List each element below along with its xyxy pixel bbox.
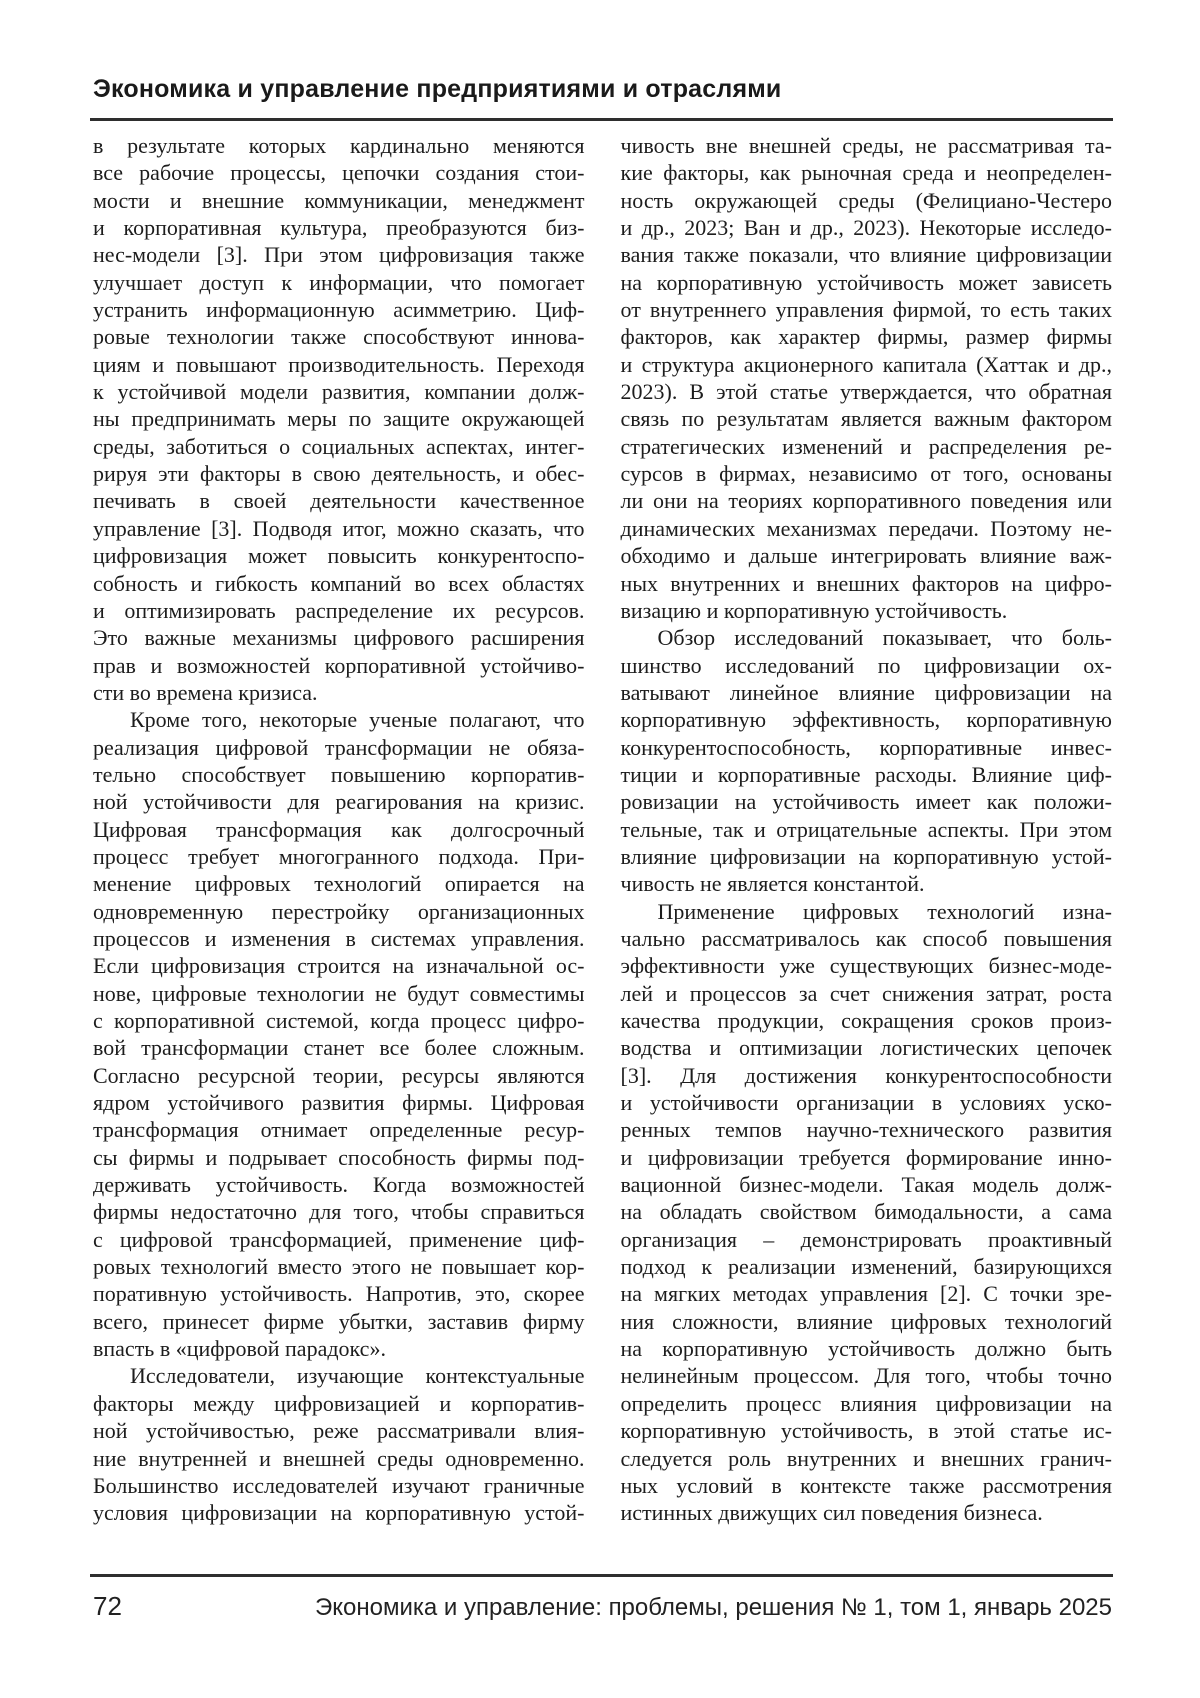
text-line: [3]. Для достижения конкурентоспособности <box>620 1062 1112 1088</box>
text-line: и устойчивости организации в условиях уско- <box>620 1090 1112 1116</box>
text-line: истинных движущих сил поведения бизнеса. <box>620 1500 1043 1526</box>
text-line: ной устойчивости для реагирования на кризис. <box>93 789 585 815</box>
text-line: и структура акционерного капитала (Хаттак и др., <box>620 351 1112 377</box>
text-line: ны предпринимать меры по защите окружающей <box>93 406 585 432</box>
text-line: прав и возможностей корпоративной устойчиво- <box>93 652 585 678</box>
journal-title: Экономика и управление: проблемы, решения № 1, том 1, январь 2025 <box>314 1594 1112 1621</box>
text-line: чивость вне внешней среды, не рассматривая та- <box>620 133 1112 158</box>
text-line: на корпоративную устойчивость должно быть <box>620 1336 1112 1362</box>
text-line: ровизации на устойчивость имеет как положи- <box>620 789 1112 815</box>
section-title: Экономика и управление предприятиями и отраслями <box>93 75 782 103</box>
text-line: факторы между цифровизацией и корпоратив- <box>93 1390 585 1416</box>
text-line: нес-модели [3]. При этом цифровизация также <box>93 242 585 268</box>
text-line: тельные, так и отрицательные аспекты. При этом <box>620 816 1112 842</box>
text-line: шинство исследований по цифровизации ох- <box>620 652 1112 678</box>
right-column <box>621 132 1113 1527</box>
text-line: управление [3]. Подводя итог, можно сказать, что <box>93 515 585 541</box>
text-line: качества продукции, сокращения сроков произ- <box>620 1008 1112 1033</box>
text-line: Если цифровизация строится на изначальной ос- <box>93 953 585 979</box>
text-line: эффективности уже существующих бизнес-моде- <box>620 953 1112 979</box>
text-line: сурсов в фирмах, независимо от того, основаны <box>620 461 1112 487</box>
text-line: конкурентоспособность, корпоративные инвес- <box>620 734 1112 760</box>
left-column <box>93 132 585 1527</box>
text-line: трансформация отнимает определенные ресур- <box>93 1117 585 1143</box>
text-line: на мягких методах управления [2]. С точки зре- <box>620 1281 1112 1307</box>
text-line: на обладать свойством бимодальности, а сама <box>620 1199 1112 1225</box>
text-line: тельно способствует повышению корпоратив- <box>93 761 585 787</box>
footer-row <box>93 1591 1112 1622</box>
text-line: нове, цифровые технологии не будут совместимы <box>93 980 585 1006</box>
text-line: в результате которых кардинально меняются <box>93 133 585 158</box>
text-line: впасть в «цифровой парадокс». <box>93 1336 386 1362</box>
text-line: с цифровой трансформацией, применение циф- <box>93 1226 585 1252</box>
text-line: стратегических изменений и распределения ре- <box>620 433 1112 459</box>
text-line: реализация цифровой трансформации не обяза- <box>93 734 585 760</box>
text-line: и цифровизации требуется формирование инно- <box>620 1144 1112 1170</box>
text-line: водства и оптимизации логистических цепочек <box>620 1035 1112 1061</box>
text-line: менение цифровых технологий опирается на <box>93 871 585 897</box>
text-line: мости и внешние коммуникации, менеджмент <box>93 187 585 213</box>
text-line: на корпоративную устойчивость может зависеть <box>620 269 1112 295</box>
footer-rule <box>90 1574 1113 1577</box>
text-line: ровых технологий вместо этого не повышает кор- <box>93 1254 585 1280</box>
text-line: фирмы недостаточно для того, чтобы справиться <box>93 1199 585 1225</box>
text-line: и оптимизировать распределение их ресурсов. <box>93 597 585 623</box>
text-line: всего, принесет фирме убытки, заставив фирму <box>93 1308 585 1334</box>
text-line: циям и повышают производительность. Переходя <box>93 351 585 377</box>
text-line: влияние цифровизации на корпоративную устой- <box>620 843 1112 869</box>
text-line: ядром устойчивого развития фирмы. Цифровая <box>93 1090 585 1116</box>
text-line: держивать устойчивость. Когда возможностей <box>93 1172 585 1198</box>
text-line: ровые технологии также способствуют иннова- <box>93 324 585 350</box>
text-line: организация – демонстрировать проактивный <box>620 1226 1112 1252</box>
text-line: Исследователи, изучающие контекстуальные <box>130 1363 585 1389</box>
text-line: обходимо и дальше интегрировать влияние важ- <box>620 543 1112 569</box>
text-line: от внутреннего управления фирмой, то есть таких <box>620 297 1112 323</box>
text-line: корпоративную эффективность, корпоративную <box>620 707 1112 733</box>
text-line: с корпоративной системой, когда процесс цифро- <box>93 1008 585 1033</box>
text-line: динамических механизмах передачи. Поэтому не- <box>620 515 1112 541</box>
text-line: ренных темпов научно-технического развития <box>620 1117 1112 1143</box>
text-line: одновременную перестройку организационных <box>93 898 585 924</box>
page-number: 72 <box>93 1591 122 1621</box>
text-line: ли они на теориях корпоративного поведения или <box>620 488 1112 514</box>
text-line: Обзор исследований показывает, что боль- <box>657 625 1112 651</box>
text-line: Это важные механизмы цифрового расширения <box>93 625 585 651</box>
text-line: подход к реализации изменений, базирующихся <box>620 1254 1112 1280</box>
text-line: следуется роль внутренних и внешних гранич- <box>620 1445 1112 1471</box>
text-line: собность и гибкость компаний во всех областях <box>93 570 585 596</box>
text-line: к устойчивой модели развития, компании долж- <box>93 379 585 405</box>
text-line: чивость не является константой. <box>620 871 925 897</box>
text-line: связь по результатам является важным фактором <box>620 406 1112 432</box>
header-rule <box>90 118 1113 121</box>
text-line: Согласно ресурсной теории, ресурсы являются <box>93 1062 585 1088</box>
text-line: Применение цифровых технологий изна- <box>657 898 1112 924</box>
text-line: Кроме того, некоторые ученые полагают, что <box>130 707 585 733</box>
text-line: сы фирмы и подрывает способность фирмы под- <box>93 1144 585 1170</box>
text-line: ных внутренних и внешних факторов на цифро- <box>620 570 1112 596</box>
text-line: процессов и изменения в системах управления. <box>93 925 585 951</box>
text-line: факторов, как характер фирмы, размер фирмы <box>620 324 1112 350</box>
text-line: сти во времена кризиса. <box>93 679 318 705</box>
text-line: ность окружающей среды (Фелициано-Честеро <box>620 187 1112 213</box>
text-line: чально рассматривалось как способ повышения <box>620 925 1112 951</box>
text-line: и корпоративная культура, преобразуются биз- <box>93 215 585 241</box>
text-line: ния сложности, влияние цифровых технологий <box>620 1308 1112 1334</box>
article-body <box>93 132 1112 1527</box>
text-line: и др., 2023; Ван и др., 2023). Некоторые исследо- <box>620 215 1112 241</box>
text-line: вой трансформации станет все более сложным. <box>93 1035 585 1061</box>
text-line: улучшает доступ к информации, что помогает <box>93 269 585 295</box>
text-line: цифровизация может повысить конкурентоспо- <box>93 543 585 569</box>
text-line: процесс требует многогранного подхода. При- <box>93 843 585 869</box>
text-line: условия цифровизации на корпоративную устой- <box>93 1500 585 1526</box>
text-line: визацию и корпоративную устойчивость. <box>620 597 1008 623</box>
text-line: Цифровая трансформация как долгосрочный <box>93 816 585 842</box>
text-line: устранить информационную асимметрию. Циф- <box>93 297 585 323</box>
text-line: кие факторы, как рыночная среда и неопределен- <box>620 160 1112 186</box>
text-line: вационной бизнес-модели. Такая модель долж- <box>620 1172 1112 1198</box>
text-line: 2023). В этой статье утверждается, что обратная <box>620 379 1112 405</box>
text-line: ной устойчивостью, реже рассматривали влия- <box>93 1418 585 1444</box>
text-line: корпоративную устойчивость, в этой статье ис- <box>620 1418 1112 1444</box>
text-line: нелинейным процессом. Для того, чтобы точно <box>620 1363 1112 1389</box>
text-line: определить процесс влияния цифровизации на <box>620 1390 1112 1416</box>
text-line: вания также показали, что влияние цифровизации <box>620 242 1112 268</box>
text-line: ватывают линейное влияние цифровизации на <box>620 679 1112 705</box>
text-line: поративную устойчивость. Напротив, это, скорее <box>93 1281 585 1307</box>
text-line: печивать в своей деятельности качественное <box>93 488 585 514</box>
text-line: ных условий в контексте также рассмотрения <box>620 1472 1112 1498</box>
text-line: тиции и корпоративные расходы. Влияние циф- <box>620 761 1112 787</box>
text-line: лей и процессов за счет снижения затрат, роста <box>620 980 1112 1006</box>
text-line: Большинство исследователей изучают граничные <box>93 1472 585 1498</box>
text-line: все рабочие процессы, цепочки создания стои- <box>93 160 585 186</box>
text-line: ние внутренней и внешней среды одновременно. <box>93 1445 585 1471</box>
text-line: рируя эти факторы в свою деятельность, и обес- <box>93 461 585 487</box>
text-line: среды, заботиться о социальных аспектах, интег- <box>93 433 585 459</box>
